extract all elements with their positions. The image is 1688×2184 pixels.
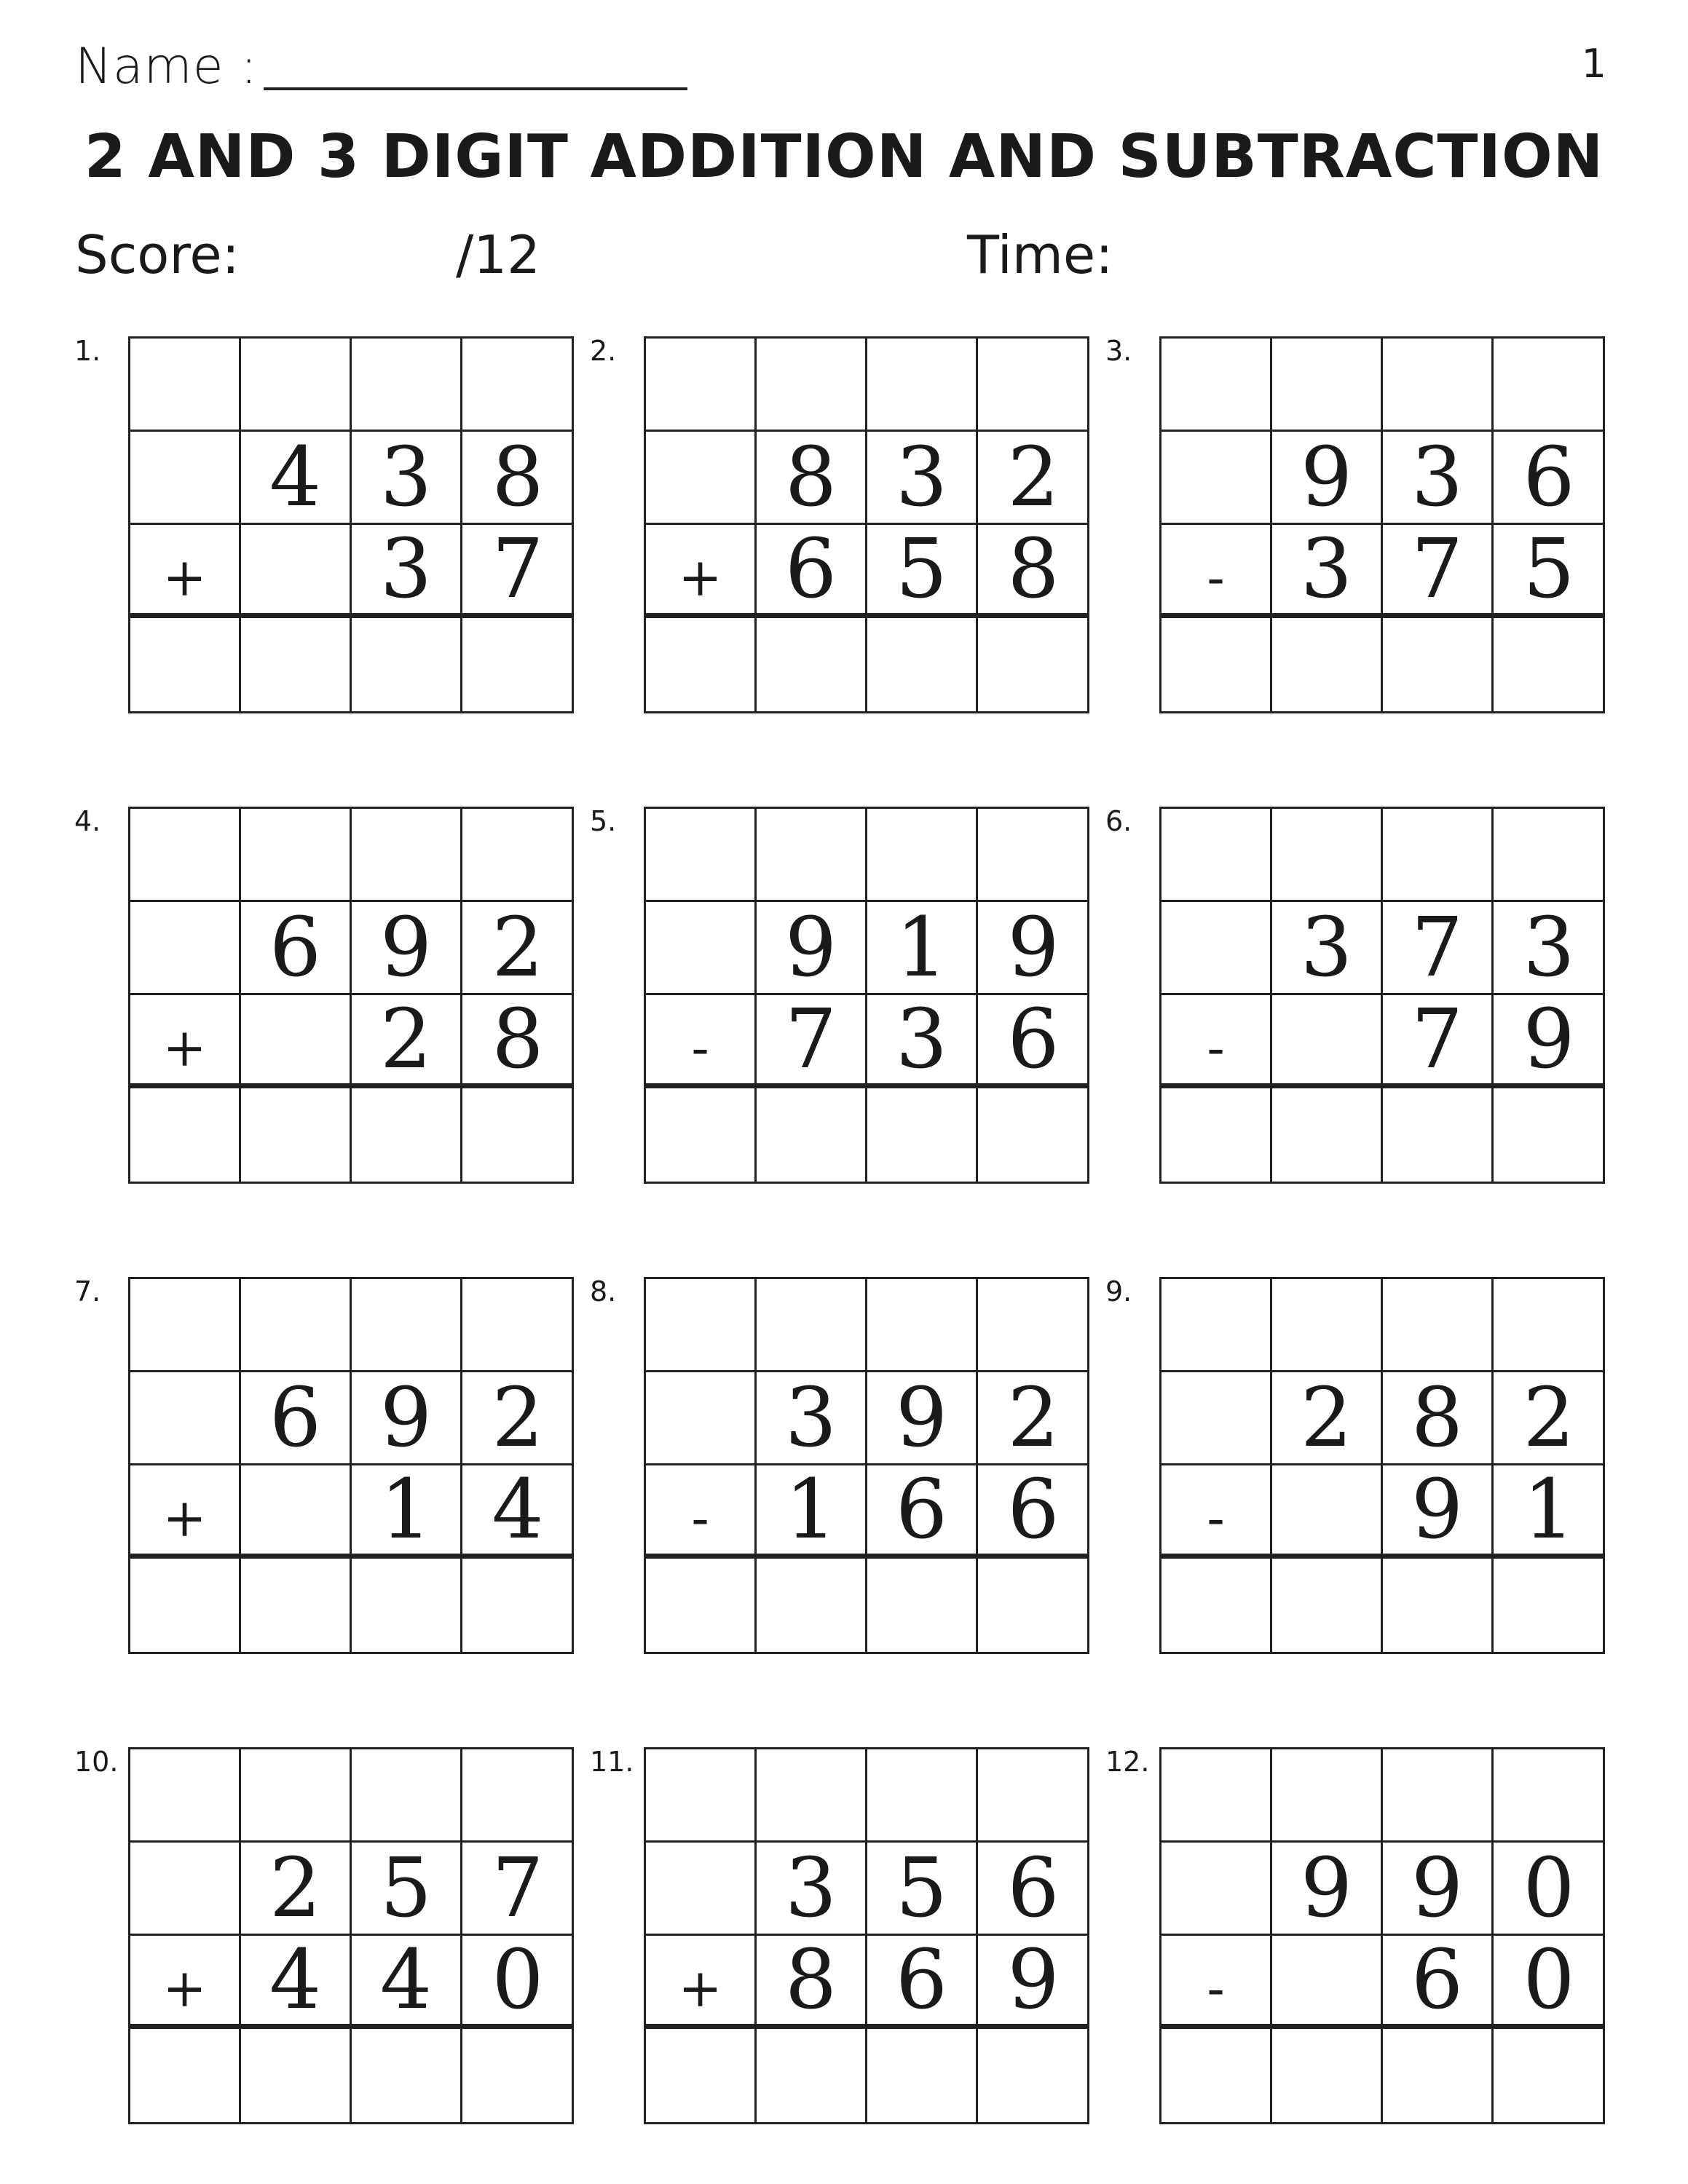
carry-cell[interactable] — [241, 809, 352, 902]
carry-cell[interactable] — [1162, 809, 1272, 902]
top-digit-cell — [130, 432, 241, 525]
answer-cell[interactable] — [352, 618, 462, 711]
answer-cell[interactable] — [241, 618, 352, 711]
bottom-digit-cell: 7 — [1383, 995, 1494, 1088]
answer-cell[interactable] — [241, 1088, 352, 1182]
problem-grid — [128, 336, 574, 713]
minus-sign: - — [1162, 1936, 1272, 2029]
top-digit-cell — [1162, 432, 1272, 525]
answer-cell[interactable] — [1494, 618, 1604, 711]
answer-cell[interactable] — [757, 1088, 867, 1182]
bottom-digit-cell: 7 — [1383, 525, 1494, 618]
answer-cell[interactable] — [1272, 618, 1383, 711]
answer-cell[interactable] — [978, 1088, 1089, 1182]
top-digit-cell — [1162, 1843, 1272, 1936]
answer-cell[interactable] — [462, 618, 573, 711]
problem-grid — [1159, 1277, 1605, 1654]
carry-cell[interactable] — [867, 339, 978, 432]
top-digit-cell — [646, 902, 757, 995]
top-digit-cell: 9 — [1383, 1843, 1494, 1936]
problem-grid — [644, 1277, 1089, 1654]
bottom-digit-cell — [241, 1465, 352, 1559]
answer-cell[interactable] — [1383, 618, 1494, 711]
bottom-digit-cell: 4 — [352, 1936, 462, 2029]
top-digit-cell: 3 — [757, 1372, 867, 1465]
top-digit-cell: 4 — [241, 432, 352, 525]
top-digit-cell: 9 — [1272, 1843, 1383, 1936]
top-digit-cell: 2 — [978, 1372, 1089, 1465]
answer-cell[interactable] — [1383, 2029, 1494, 2122]
carry-cell[interactable] — [646, 1749, 757, 1843]
bottom-digit-cell: 3 — [867, 995, 978, 1088]
carry-cell[interactable] — [462, 339, 573, 432]
top-digit-cell: 2 — [462, 902, 573, 995]
minus-sign: - — [1162, 525, 1272, 618]
top-digit-cell: 3 — [757, 1843, 867, 1936]
top-digit-cell: 6 — [978, 1843, 1089, 1936]
answer-cell[interactable] — [1272, 2029, 1383, 2122]
answer-cell[interactable] — [1494, 2029, 1604, 2122]
bottom-digit-cell: 8 — [757, 1936, 867, 2029]
bottom-digit-cell: 6 — [978, 995, 1089, 1088]
carry-cell[interactable] — [757, 339, 867, 432]
top-digit-cell: 9 — [757, 902, 867, 995]
bottom-digit-cell: 9 — [1383, 1465, 1494, 1559]
top-digit-cell — [646, 432, 757, 525]
top-digit-cell: 3 — [1272, 902, 1383, 995]
bottom-digit-cell — [1272, 995, 1383, 1088]
carry-cell[interactable] — [462, 1279, 573, 1372]
carry-cell[interactable] — [757, 1279, 867, 1372]
answer-cell[interactable] — [352, 1088, 462, 1182]
top-digit-cell: 2 — [1272, 1372, 1383, 1465]
answer-cell[interactable] — [352, 1559, 462, 1652]
answer-cell[interactable] — [130, 618, 241, 711]
top-digit-cell: 2 — [462, 1372, 573, 1465]
top-digit-cell: 8 — [757, 432, 867, 525]
carry-cell[interactable] — [867, 1749, 978, 1843]
carry-cell[interactable] — [130, 1749, 241, 1843]
carry-cell[interactable] — [1494, 1279, 1604, 1372]
top-digit-cell: 1 — [867, 902, 978, 995]
problem-grid — [644, 807, 1089, 1184]
top-digit-cell — [130, 1372, 241, 1465]
plus-sign: + — [130, 1465, 241, 1559]
answer-cell[interactable] — [757, 618, 867, 711]
carry-cell[interactable] — [1383, 339, 1494, 432]
top-digit-cell: 3 — [352, 432, 462, 525]
carry-cell[interactable] — [352, 1749, 462, 1843]
top-digit-cell: 8 — [462, 432, 573, 525]
top-digit-cell: 6 — [241, 1372, 352, 1465]
bottom-digit-cell: 8 — [462, 995, 573, 1088]
carry-cell[interactable] — [1383, 809, 1494, 902]
carry-cell[interactable] — [646, 339, 757, 432]
carry-cell[interactable] — [1162, 339, 1272, 432]
carry-cell[interactable] — [978, 809, 1089, 902]
bottom-digit-cell — [241, 525, 352, 618]
bottom-digit-cell: 0 — [462, 1936, 573, 2029]
carry-cell[interactable] — [130, 339, 241, 432]
bottom-digit-cell: 2 — [352, 995, 462, 1088]
page-number: 1 — [1581, 41, 1606, 87]
answer-cell[interactable] — [646, 2029, 757, 2122]
top-digit-cell: 2 — [1494, 1372, 1604, 1465]
bottom-digit-cell: 9 — [978, 1936, 1089, 2029]
answer-cell[interactable] — [646, 618, 757, 711]
top-digit-cell — [1162, 902, 1272, 995]
carry-cell[interactable] — [462, 1749, 573, 1843]
answer-cell[interactable] — [130, 2029, 241, 2122]
answer-cell[interactable] — [241, 2029, 352, 2122]
answer-cell[interactable] — [1162, 1088, 1272, 1182]
top-digit-cell: 3 — [1494, 902, 1604, 995]
bottom-digit-cell: 6 — [867, 1465, 978, 1559]
answer-cell[interactable] — [241, 1559, 352, 1652]
problem-number: 3. — [1105, 335, 1132, 367]
bottom-digit-cell: 6 — [867, 1936, 978, 2029]
answer-cell[interactable] — [462, 2029, 573, 2122]
problem-number: 9. — [1105, 1275, 1132, 1307]
score-label: Score: — [75, 224, 240, 285]
top-digit-cell: 7 — [1383, 902, 1494, 995]
top-digit-cell: 9 — [1272, 432, 1383, 525]
bottom-digit-cell: 3 — [352, 525, 462, 618]
top-digit-cell — [1162, 1372, 1272, 1465]
top-digit-cell — [130, 1843, 241, 1936]
answer-cell[interactable] — [1162, 2029, 1272, 2122]
top-digit-cell: 2 — [978, 432, 1089, 525]
top-digit-cell: 9 — [867, 1372, 978, 1465]
bottom-digit-cell: 8 — [978, 525, 1089, 618]
top-digit-cell: 3 — [867, 432, 978, 525]
top-digit-cell: 6 — [241, 902, 352, 995]
carry-cell[interactable] — [1162, 1279, 1272, 1372]
problem-number: 5. — [590, 805, 617, 837]
answer-cell[interactable] — [1272, 1088, 1383, 1182]
carry-cell[interactable] — [1494, 1749, 1604, 1843]
carry-cell[interactable] — [1383, 1279, 1494, 1372]
bottom-digit-cell: 9 — [1494, 995, 1604, 1088]
name-label: Name : — [75, 38, 259, 95]
bottom-digit-cell: 6 — [978, 1465, 1089, 1559]
problem-grid — [644, 336, 1089, 713]
plus-sign: + — [130, 525, 241, 618]
plus-sign: + — [130, 995, 241, 1088]
worksheet-title: 2 AND 3 DIGIT ADDITION AND SUBTRACTION — [84, 122, 1604, 191]
problem-number: 4. — [74, 805, 101, 837]
problem-number: 10. — [74, 1746, 119, 1778]
bottom-digit-cell: 0 — [1494, 1936, 1604, 2029]
name-input-line[interactable] — [264, 87, 687, 90]
problem-number: 12. — [1105, 1746, 1150, 1778]
carry-cell[interactable] — [352, 809, 462, 902]
carry-cell[interactable] — [1272, 339, 1383, 432]
problem-number: 11. — [590, 1746, 634, 1778]
top-digit-cell: 8 — [1383, 1372, 1494, 1465]
score-total: /12 — [456, 224, 540, 285]
carry-cell[interactable] — [130, 809, 241, 902]
answer-cell[interactable] — [978, 618, 1089, 711]
answer-cell[interactable] — [1272, 1559, 1383, 1652]
carry-cell[interactable] — [352, 1279, 462, 1372]
carry-cell[interactable] — [978, 1749, 1089, 1843]
minus-sign: - — [1162, 995, 1272, 1088]
answer-cell[interactable] — [352, 2029, 462, 2122]
problem-number: 2. — [590, 335, 617, 367]
answer-cell[interactable] — [757, 2029, 867, 2122]
problem-grid — [644, 1747, 1089, 2124]
bottom-digit-cell: 3 — [1272, 525, 1383, 618]
carry-cell[interactable] — [757, 809, 867, 902]
bottom-digit-cell — [1272, 1465, 1383, 1559]
problem-number: 8. — [590, 1275, 617, 1307]
answer-cell[interactable] — [1162, 618, 1272, 711]
answer-cell[interactable] — [462, 1559, 573, 1652]
carry-cell[interactable] — [1272, 809, 1383, 902]
answer-cell[interactable] — [978, 1559, 1089, 1652]
carry-cell[interactable] — [1162, 1749, 1272, 1843]
answer-cell[interactable] — [462, 1088, 573, 1182]
top-digit-cell: 7 — [462, 1843, 573, 1936]
minus-sign: - — [1162, 1465, 1272, 1559]
carry-cell[interactable] — [978, 339, 1089, 432]
carry-cell[interactable] — [646, 809, 757, 902]
bottom-digit-cell: 5 — [1494, 525, 1604, 618]
carry-cell[interactable] — [241, 339, 352, 432]
answer-cell[interactable] — [757, 1559, 867, 1652]
carry-cell[interactable] — [241, 1279, 352, 1372]
answer-cell[interactable] — [867, 1559, 978, 1652]
answer-cell[interactable] — [1383, 1559, 1494, 1652]
bottom-digit-cell: 1 — [757, 1465, 867, 1559]
carry-cell[interactable] — [1272, 1279, 1383, 1372]
carry-cell[interactable] — [867, 809, 978, 902]
answer-cell[interactable] — [1494, 1088, 1604, 1182]
bottom-digit-cell: 4 — [462, 1465, 573, 1559]
bottom-digit-cell — [241, 995, 352, 1088]
carry-cell[interactable] — [757, 1749, 867, 1843]
answer-cell[interactable] — [978, 2029, 1089, 2122]
top-digit-cell — [646, 1843, 757, 1936]
top-digit-cell: 9 — [352, 902, 462, 995]
bottom-digit-cell: 7 — [462, 525, 573, 618]
carry-cell[interactable] — [867, 1279, 978, 1372]
carry-cell[interactable] — [1383, 1749, 1494, 1843]
answer-cell[interactable] — [867, 618, 978, 711]
bottom-digit-cell: 6 — [1383, 1936, 1494, 2029]
carry-cell[interactable] — [1494, 339, 1604, 432]
carry-cell[interactable] — [1272, 1749, 1383, 1843]
answer-cell[interactable] — [1162, 1559, 1272, 1652]
top-digit-cell — [646, 1372, 757, 1465]
carry-cell[interactable] — [130, 1279, 241, 1372]
top-digit-cell: 5 — [867, 1843, 978, 1936]
bottom-digit-cell: 6 — [757, 525, 867, 618]
answer-cell[interactable] — [646, 1088, 757, 1182]
problem-number: 6. — [1105, 805, 1132, 837]
top-digit-cell: 0 — [1494, 1843, 1604, 1936]
answer-cell[interactable] — [646, 1559, 757, 1652]
plus-sign: + — [130, 1936, 241, 2029]
carry-cell[interactable] — [352, 339, 462, 432]
carry-cell[interactable] — [241, 1749, 352, 1843]
carry-cell[interactable] — [978, 1279, 1089, 1372]
top-digit-cell: 2 — [241, 1843, 352, 1936]
problem-grid — [1159, 336, 1605, 713]
top-digit-cell — [130, 902, 241, 995]
bottom-digit-cell: 7 — [757, 995, 867, 1088]
top-digit-cell: 9 — [978, 902, 1089, 995]
plus-sign: + — [646, 525, 757, 618]
answer-cell[interactable] — [867, 2029, 978, 2122]
carry-cell[interactable] — [646, 1279, 757, 1372]
carry-cell[interactable] — [462, 809, 573, 902]
top-digit-cell: 9 — [352, 1372, 462, 1465]
problem-grid — [128, 807, 574, 1184]
answer-cell[interactable] — [130, 1559, 241, 1652]
bottom-digit-cell: 1 — [1494, 1465, 1604, 1559]
minus-sign: - — [646, 1465, 757, 1559]
answer-cell[interactable] — [1383, 1088, 1494, 1182]
minus-sign: - — [646, 995, 757, 1088]
bottom-digit-cell: 1 — [352, 1465, 462, 1559]
top-digit-cell: 3 — [1383, 432, 1494, 525]
problem-grid — [1159, 1747, 1605, 2124]
problem-grid — [1159, 807, 1605, 1184]
bottom-digit-cell — [1272, 1936, 1383, 2029]
top-digit-cell: 5 — [352, 1843, 462, 1936]
carry-cell[interactable] — [1494, 809, 1604, 902]
plus-sign: + — [646, 1936, 757, 2029]
problem-number: 7. — [74, 1275, 101, 1307]
time-label: Time: — [967, 224, 1113, 285]
bottom-digit-cell: 4 — [241, 1936, 352, 2029]
answer-cell[interactable] — [1494, 1559, 1604, 1652]
problem-grid — [128, 1277, 574, 1654]
answer-cell[interactable] — [867, 1088, 978, 1182]
problem-number: 1. — [74, 335, 101, 367]
problem-grid — [128, 1747, 574, 2124]
answer-cell[interactable] — [130, 1088, 241, 1182]
top-digit-cell: 6 — [1494, 432, 1604, 525]
bottom-digit-cell: 5 — [867, 525, 978, 618]
